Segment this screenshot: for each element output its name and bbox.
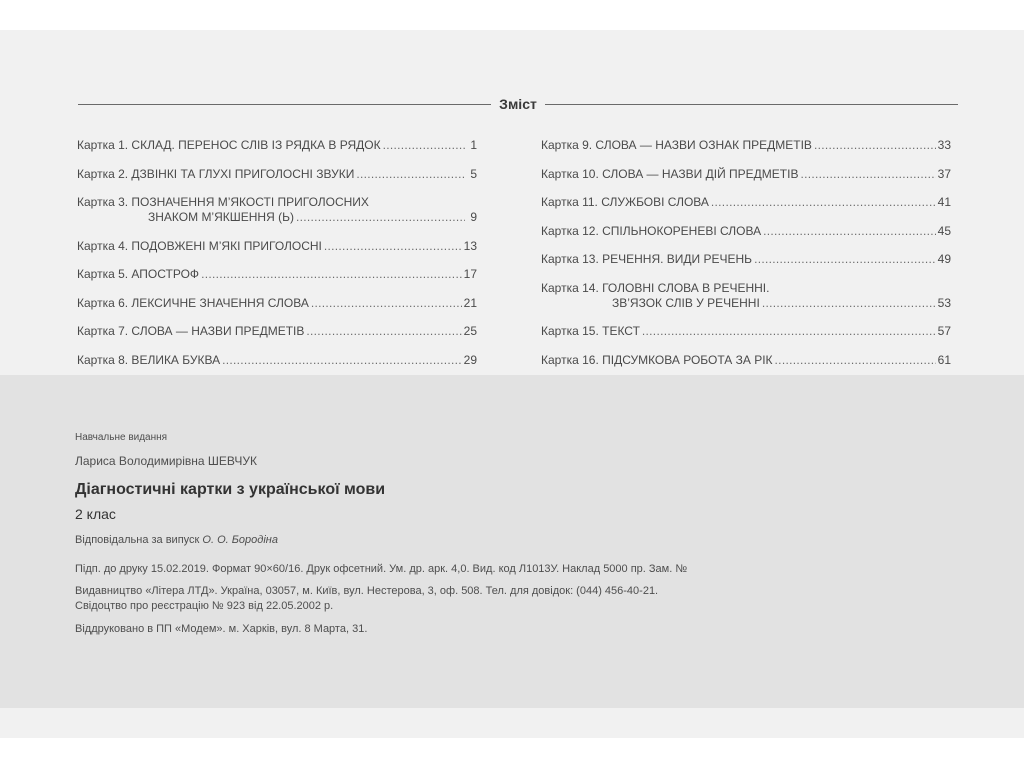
toc-entry <box>541 195 951 210</box>
toc-entry <box>77 267 477 282</box>
heading-rule-left <box>78 104 491 105</box>
toc-line <box>77 167 477 182</box>
contents-title: Зміст <box>499 96 537 112</box>
toc-entry <box>77 324 477 339</box>
heading-rule-right <box>545 104 958 105</box>
toc-line <box>541 252 951 267</box>
toc-line <box>77 353 477 368</box>
toc-entry-title: Картка 6. ЛЕКСИЧНЕ ЗНАЧЕННЯ СЛОВА <box>77 295 309 310</box>
toc-leader-dots <box>754 252 936 267</box>
toc-line <box>77 239 477 254</box>
toc-entry <box>77 138 477 153</box>
toc-left-column <box>77 138 477 381</box>
toc-line <box>541 138 951 153</box>
toc-line <box>541 296 951 311</box>
toc-entry <box>77 167 477 182</box>
toc-page-number: 49 <box>937 252 951 266</box>
author-name: Лариса Володимирівна ШЕВЧУК <box>75 454 257 468</box>
toc-leader-dots <box>642 324 936 339</box>
responsible-editor <box>75 534 278 546</box>
toc-entry-title: Картка 3. ПОЗНАЧЕННЯ М’ЯКОСТІ ПРИГОЛОСНИХ <box>77 195 369 209</box>
toc-entry-title: Картка 5. АПОСТРОФ <box>77 267 200 281</box>
toc-page-number: 33 <box>937 138 951 152</box>
toc-line <box>77 267 477 282</box>
toc-line <box>77 195 477 210</box>
toc-leader-dots <box>296 210 465 225</box>
toc-page-number: 21 <box>463 295 477 310</box>
editor-name: О. О. Бородіна <box>202 534 278 546</box>
toc-entry-title: Картка 12. СПІЛЬНОКОРЕНЕВІ СЛОВА <box>541 223 762 238</box>
toc-entry <box>541 138 951 153</box>
book-title: Діагностичні картки з української мови <box>75 481 386 498</box>
toc-entry-title: ЗНАКОМ М’ЯКШЕННЯ (Ь) <box>148 210 294 224</box>
toc-leader-dots <box>311 296 462 311</box>
toc-entry-title: Картка 11. СЛУЖБОВІ СЛОВА <box>541 195 709 209</box>
toc-page-number: 41 <box>937 195 951 209</box>
grade-label: 2 клас <box>75 506 116 522</box>
toc-leader-dots <box>762 296 936 311</box>
toc-entry-title: Картка 13. РЕЧЕННЯ. ВИДИ РЕЧЕНЬ <box>541 252 753 266</box>
toc-line <box>77 138 477 153</box>
toc-entry-title: Картка 1. СКЛАД. ПЕРЕНОС СЛІВ ІЗ РЯДКА В РЯДОК <box>77 138 381 152</box>
toc-line <box>541 353 951 368</box>
toc-page-number: 57 <box>937 324 951 338</box>
toc-entry-title: Картка 9. СЛОВА — НАЗВИ ОЗНАК ПРЕДМЕТІВ <box>541 138 812 152</box>
certificate-info: Свідоцтво про реєстрацію № 923 від 22.05.2002 р. <box>75 600 334 612</box>
toc-line <box>541 324 951 339</box>
toc-entry <box>541 224 951 239</box>
toc-line <box>541 167 951 182</box>
toc-page-number: 53 <box>937 295 951 310</box>
toc-leader-dots <box>356 167 465 182</box>
toc-leader-dots <box>800 167 935 182</box>
toc-entry <box>77 195 477 225</box>
toc-entry-title: Картка 14. ГОЛОВНІ СЛОВА В РЕЧЕННІ. <box>541 280 770 295</box>
toc-leader-dots <box>763 224 936 239</box>
toc-entry-title: Картка 8. ВЕЛИКА БУКВА <box>77 352 221 367</box>
toc-leader-dots <box>711 195 936 210</box>
toc-page-number: 37 <box>937 166 951 181</box>
toc-line <box>541 281 951 296</box>
toc-leader-dots <box>324 239 462 254</box>
toc-leader-dots <box>201 267 462 282</box>
toc-entry-title: Картка 7. СЛОВА — НАЗВИ ПРЕДМЕТІВ <box>77 324 305 338</box>
toc-leader-dots <box>775 353 936 368</box>
toc-page-number: 45 <box>937 223 951 238</box>
toc-right-column <box>541 138 951 381</box>
toc-entry <box>541 353 951 368</box>
toc-page-number: 13 <box>463 238 477 253</box>
toc-page-number: 61 <box>937 352 951 367</box>
toc-entry-title: Картка 4. ПОДОВЖЕНІ М’ЯКІ ПРИГОЛОСНІ <box>77 238 322 253</box>
toc-page-number: 25 <box>463 324 477 338</box>
toc-line <box>77 210 477 225</box>
publisher-info: Видавництво «Літера ЛТД». Україна, 03057, м. Київ, вул. Нестерова, 3, оф. 508. Тел. для довідок: (044) 456-40-21. <box>75 585 659 597</box>
printer-info: Віддруковано в ПП «Модем». м. Харків, вул. 8 Марта, 31. <box>75 623 368 635</box>
toc-entry-title: Картка 2. ДЗВІНКІ ТА ГЛУХІ ПРИГОЛОСНІ ЗВУКИ <box>77 166 355 181</box>
toc-entry <box>541 252 951 267</box>
toc-entry <box>77 353 477 368</box>
print-info: Підп. до друку 15.02.2019. Формат 90×60/16. Друк офсетний. Ум. др. арк. 4,0. Вид. код Л1013У. Наклад 5000 пр. Зам. № <box>75 563 688 575</box>
toc-entry <box>77 239 477 254</box>
toc-line <box>541 224 951 239</box>
toc-page-number: 1 <box>470 138 477 152</box>
contents-heading <box>78 92 958 116</box>
toc-entry <box>541 167 951 182</box>
toc-page-number: 5 <box>470 166 477 181</box>
toc-leader-dots <box>306 324 461 339</box>
toc-line <box>541 195 951 210</box>
toc-entry-title: Картка 10. СЛОВА — НАЗВИ ДІЙ ПРЕДМЕТІВ <box>541 166 799 181</box>
toc-entry-title: Картка 16. ПІДСУМКОВА РОБОТА ЗА РІК <box>541 352 773 367</box>
toc-page-number: 17 <box>463 267 477 281</box>
toc-line <box>77 324 477 339</box>
toc-entry <box>541 324 951 339</box>
toc-leader-dots <box>383 138 465 153</box>
editor-label: Відповідальна за випуск <box>75 534 200 546</box>
toc-entry-title: Картка 15. ТЕКСТ <box>541 324 640 338</box>
toc-entry-title: ЗВ’ЯЗОК СЛІВ У РЕЧЕННІ <box>612 295 760 310</box>
toc-page-number: 9 <box>470 210 477 224</box>
toc-entry <box>541 281 951 311</box>
toc-leader-dots <box>222 353 462 368</box>
toc-page-number: 29 <box>463 352 477 367</box>
edition-type-label: Навчальне видання <box>75 432 168 443</box>
toc-entry <box>77 296 477 311</box>
toc-leader-dots <box>814 138 936 153</box>
toc-line <box>77 296 477 311</box>
